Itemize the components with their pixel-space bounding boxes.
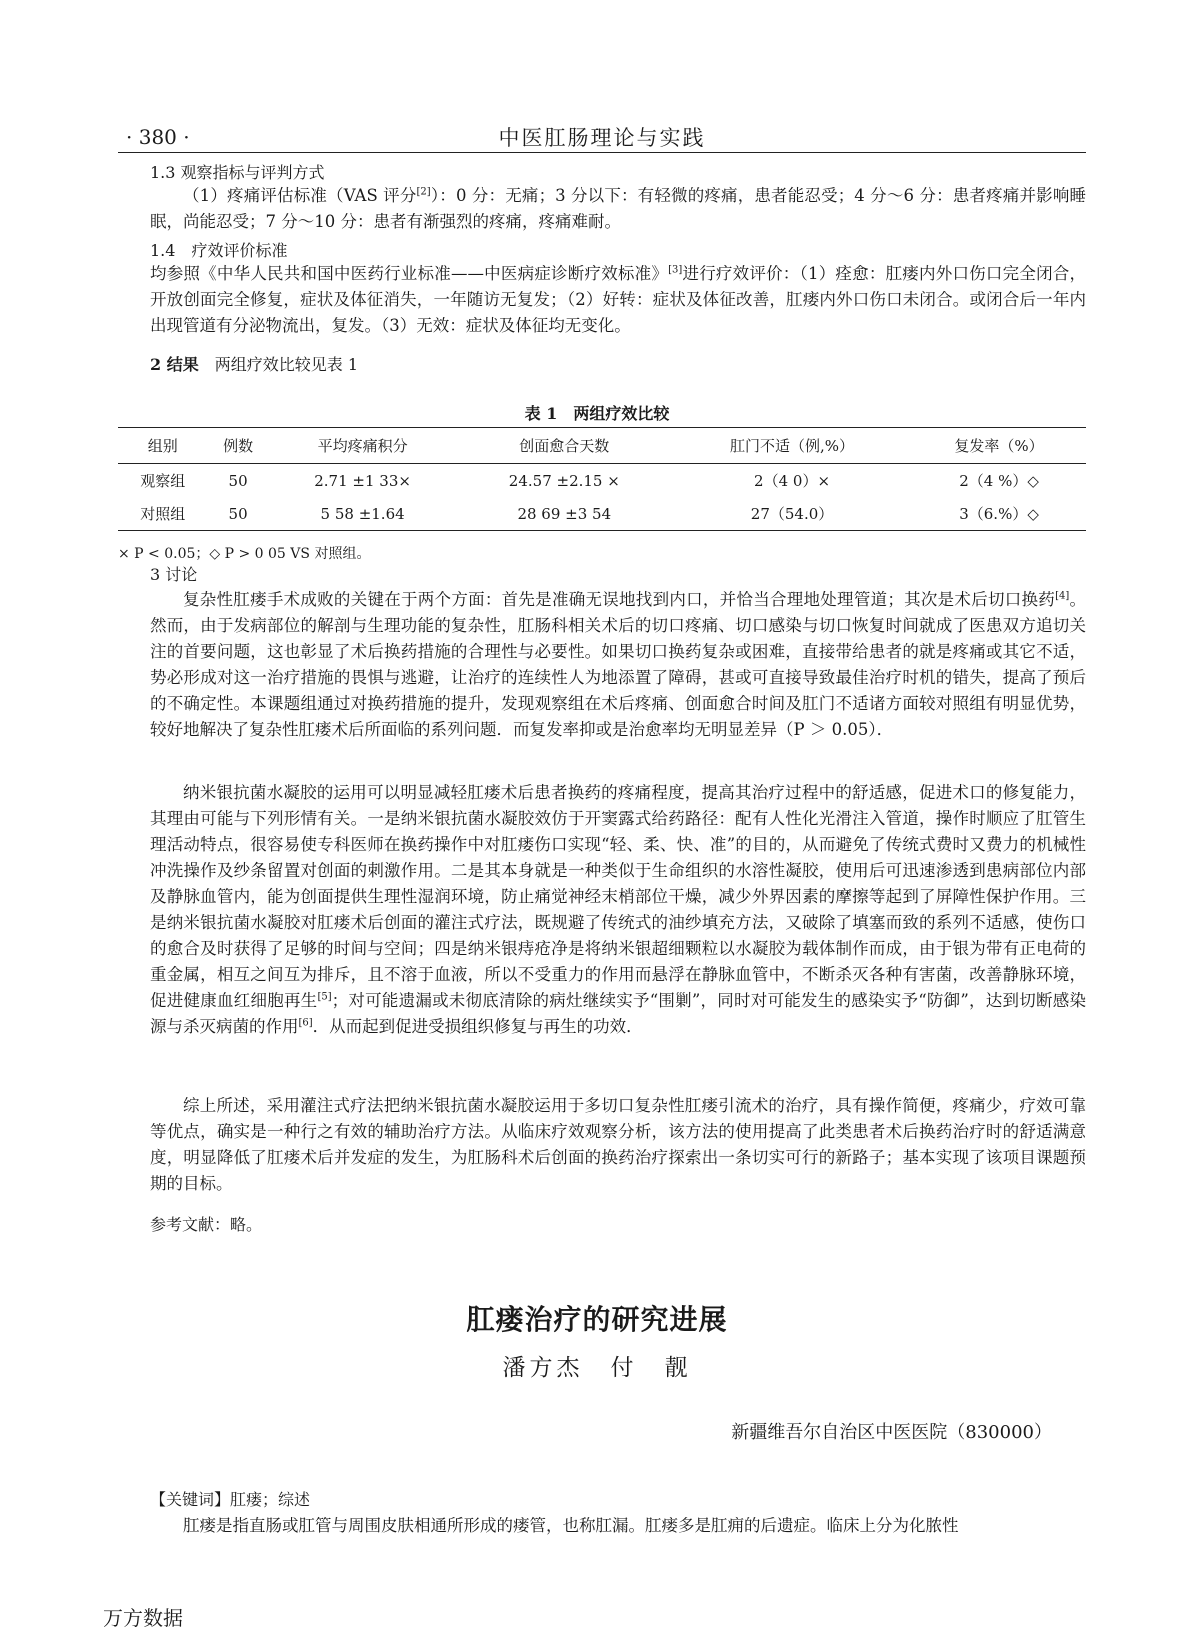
table-cell: 2（4 0）×: [754, 472, 831, 490]
article-intro: 肛瘘是指直肠或肛管与周围皮肤相通所形成的瘘管，也称肛漏。肛瘘多是肛痈的后遗症。临床上分为化脓性: [183, 1516, 959, 1535]
column-header: 例数: [208, 428, 269, 464]
table-footnote: × P < 0.05；◇ P > 0 05 VS 对照组。: [118, 546, 371, 562]
table-cell: 24.57 ±2.15 ×: [508, 471, 620, 490]
discussion-paragraph-1: 复杂性肛瘘手术成败的关键在于两个方面：首先是准确无误地找到内口，并恰当合理地处理管道；其次是术后切口换药[4]。然而，由于发病部位的解剖与生理功能的复杂性，肛肠科相关术后的切口疼痛、切口感染与切口恢复时间就成了医患双方追切关注的首要问题，这也彰显了术后换药措施的合理性与必要性。如果切口换药复杂或困难，直接带给患者的就是疼痛或其它不适，势必形成对这一治疗措施的畏惧与逃避，让治疗的连续性人为地添置了障碍，甚或可直接导致最佳治疗时机的错失，提高了预后的不确定性。本课题组通过对换药措施的提升，发现观察组在术后疼痛、创面愈合时间及肛门不适诸方面较对照组有明显优势，较好地解决了复杂性肛瘘术后所面临的系列问题．而复发率抑或是治愈率均无明显差异（P ＞ 0.05）．: [150, 590, 1087, 739]
discussion-paragraph-2: 纳米银抗菌水凝胶的运用可以明显减轻肛瘘术后患者换药的疼痛程度，提高其治疗过程中的舒适感，促进术口的修复能力，其理由可能与下列形情有关。一是纳米银抗菌水凝胶效仿于开窦露式给药路径：配有人性化光滑注入管道，操作时顺应了肛管生理活动特点，很容易使专科医师在换药操作中对肛瘘伤口实现“轻、柔、快、准”的目的，从而避免了传统式费时又费力的机械性冲洗操作及纱条留置对创面的刺激作用。二是其本身就是一种类似于生命组织的水溶性凝胶，使用后可迅速渗透到患病部位内部及静脉血管内，能为创面提供生理性湿润环境，防止痛觉神经末梢部位干燥，减少外界因素的摩擦等起到了屏障性保护作用。三是纳米银抗菌水凝胶对肛瘘术后创面的灌注式疗法，既规避了传统式的油纱填充方法，又破除了填塞而致的系列不适感，使伤口的愈合及时获得了足够的时间与空间；四是纳米银痔疮净是将纳米银超细颗粒以水凝胶为载体制作而成，由于银为带有正电荷的重金属，相互之间互为排斥，且不溶于血液，所以不受重力的作用而悬浮在静脉血管中，不断杀灭各种有害菌，改善静脉环境，促进健康血红细胞再生[5]；对可能遗漏或未彻底清除的病灶继续实予“围剿”，同时对可能发生的感染实予“防御”，达到切断感染源与杀灭病菌的作用[6]．从而起到促进受损组织修复与再生的功效．: [150, 783, 1087, 1036]
column-header: 复发率（%）: [912, 428, 1086, 464]
keywords: 【关键词】肛瘘；综述: [150, 1490, 311, 1509]
section-1-4-heading: 1.4 疗效评价标准: [150, 241, 288, 260]
results-table: [118, 427, 1086, 531]
article-affiliation: 新疆维吾尔自治区中医医院（830000）: [731, 1422, 1052, 1443]
article-title: 肛瘘治疗的研究进展: [466, 1303, 728, 1336]
table-cell: 2.71 ±1 33×: [314, 471, 411, 490]
page-number: · 380 ·: [126, 125, 190, 149]
section-3-heading: 3 讨论: [150, 565, 198, 584]
page-header: [118, 122, 1086, 152]
table-cell: 28 69 ±3 54: [457, 497, 672, 531]
column-header: 肛门不适（例,%）: [672, 428, 912, 464]
article-authors: 潘方杰 付 靓: [502, 1355, 692, 1381]
header-rule: [118, 152, 1086, 153]
section-1-3-heading: 1.3 观察指标与评判方式: [150, 163, 325, 182]
table-cell: 50: [208, 497, 269, 531]
table-caption: 表 1 两组疗效比较: [524, 404, 670, 423]
column-header: 创面愈合天数: [457, 428, 672, 464]
evaluation-paragraph: 均参照《中华人民共和国中医药行业标准——中医病症诊断疗效标准》[3]进行疗效评价：（1）痊愈：肛瘘内外口伤口完全闭合，开放创面完全修复，症状及体征消失，一年随访无复发；（2）好转：症状及体征改善，肛瘘内外口伤口未闭合。或闭合后一年内出现管道有分泌物流出，复发。（3）无效：症状及体征均无变化。: [150, 264, 1087, 335]
section-2-heading: 2 结果 两组疗效比较见表 1: [150, 355, 359, 374]
table-cell: 对照组: [118, 497, 208, 531]
table-cell: 50: [228, 471, 248, 490]
table-row: [118, 464, 1086, 498]
table-cell: 27（54.0）: [672, 497, 912, 531]
table-cell: 2（4 %）◇: [959, 472, 1039, 490]
column-header: 平均疼痛积分: [269, 428, 457, 464]
table-cell: 3（6.%）◇: [912, 497, 1086, 531]
table-row: [118, 497, 1086, 531]
vas-paragraph: （1）疼痛评估标准（VAS 评分[2]）：0 分：无痛；3 分以下：有轻微的疼痛，患者能忍受；4 分～6 分：患者疼痛并影响睡眠，尚能忍受；7 分～10 分：患者有渐强烈的疼痛，疼痛难耐。: [150, 186, 1086, 231]
watermark-footer: 万方数据: [103, 1606, 183, 1630]
references-note: 参考文献：略。: [150, 1215, 263, 1234]
conclusion-paragraph: 综上所述，采用灌注式疗法把纳米银抗菌水凝胶运用于多切口复杂性肛瘘引流术的治疗，具有操作简便，疼痛少，疗效可靠等优点，确实是一种行之有效的辅助治疗方法。从临床疗效观察分析，该方法的使用提高了此类患者术后换药治疗时的舒适满意度，明显降低了肛瘘术后并发症的发生，为肛肠科术后创面的换药治疗探索出一条切实可行的新路子；基本实现了该项目课题预期的目标。: [150, 1096, 1086, 1193]
journal-title: 中医肛肠理论与实践: [498, 126, 706, 150]
column-header: 组别: [118, 428, 208, 464]
table-cell: 观察组: [140, 472, 186, 490]
table-cell: 5 58 ±1.64: [269, 497, 457, 531]
